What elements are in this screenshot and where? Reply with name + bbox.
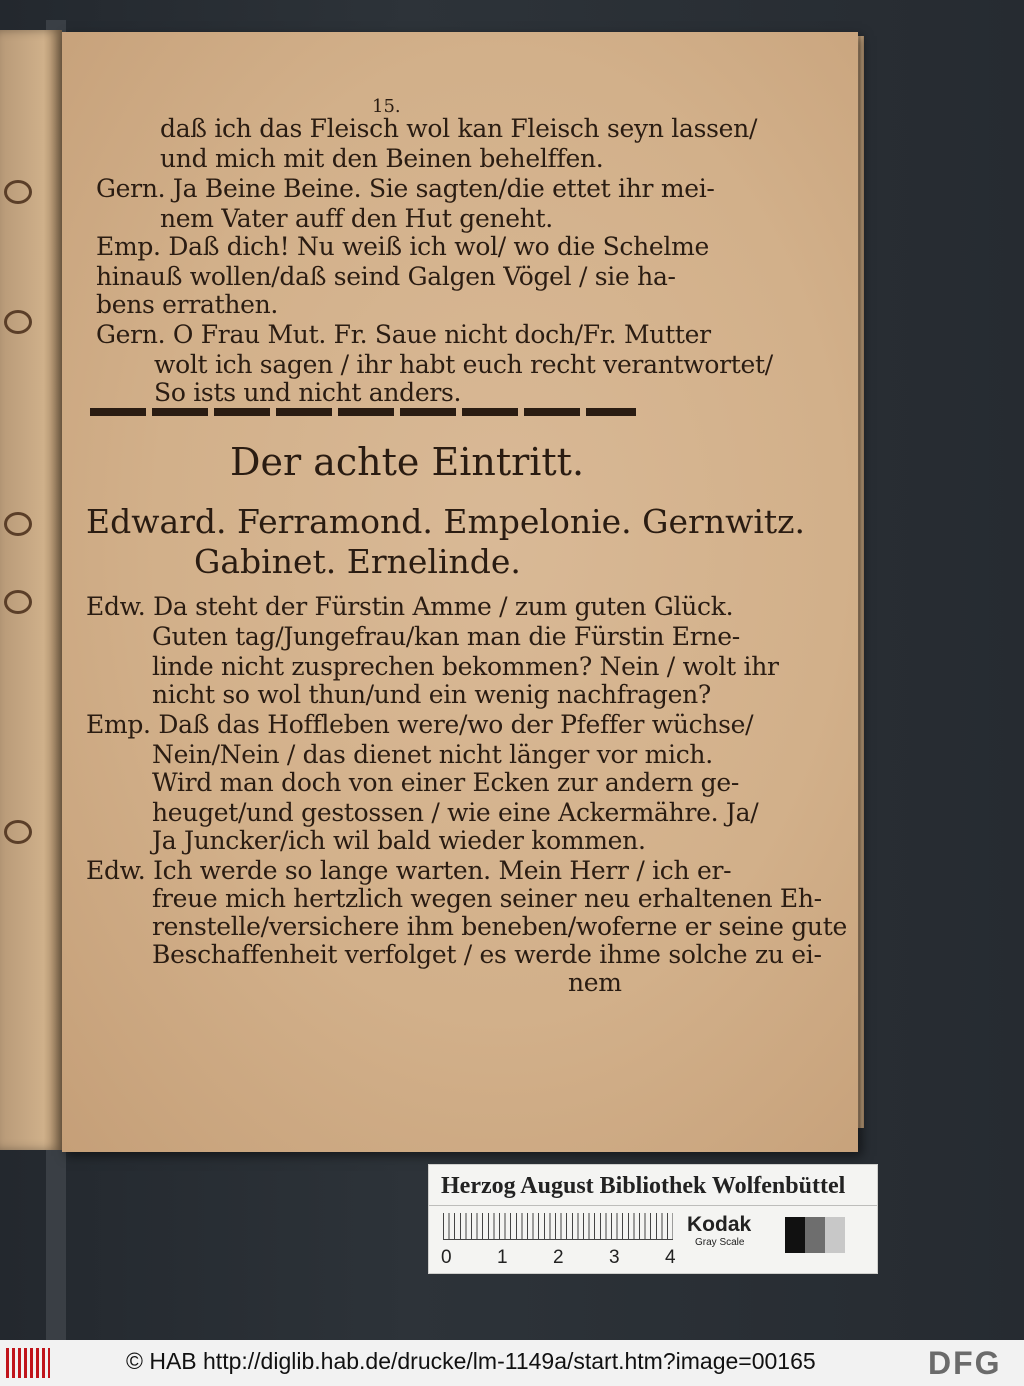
- text-line: wolt ich sagen / ihr habt euch recht verantwortet/: [154, 350, 773, 379]
- text-line: freue mich hertzlich wegen seiner neu erhaltenen Eh-: [152, 884, 822, 913]
- page-number: 15.: [372, 96, 401, 117]
- library-name: Herzog August Bibliothek Wolfenbüttel: [441, 1173, 846, 1199]
- hab-logo-icon: [6, 1348, 50, 1378]
- text-line: Beschaffenheit verfolget / es werde ihme solche zu ei-: [152, 940, 822, 969]
- text-line: Wird man doch von einer Ecken zur andern ge-: [152, 768, 739, 797]
- bleed-through-mark: [4, 820, 32, 844]
- catchword: nem: [568, 968, 622, 997]
- text-line: So ists und nicht anders.: [154, 378, 462, 407]
- text-line: nicht so wol thun/und ein wenig nachfragen?: [152, 680, 712, 709]
- gray-swatch: [825, 1217, 845, 1253]
- section-heading: Der achte Eintritt.: [230, 440, 585, 484]
- text-line: daß ich das Fleisch wol kan Fleisch seyn lassen/: [160, 114, 758, 143]
- ruler-number: 0: [441, 1247, 452, 1268]
- text-line: Guten tag/Jungefrau/kan man die Fürstin Erne-: [152, 622, 740, 651]
- ruler-number: 3: [609, 1247, 620, 1268]
- previous-page-edge: [0, 30, 62, 1150]
- cast-list: Gabinet. Ernelinde.: [194, 542, 521, 581]
- cast-list: Edward. Ferramond. Empelonie. Gernwitz.: [86, 502, 806, 541]
- text-line: Gern. Ja Beine Beine. Sie sagten/die ettet ihr mei-: [96, 174, 715, 203]
- scan-reference-target: [428, 1164, 878, 1274]
- ruler-baseline: [443, 1239, 673, 1240]
- text-line: Edw. Ich werde so lange warten. Mein Herr / ich er-: [86, 856, 732, 885]
- ruler-number: 1: [497, 1247, 508, 1268]
- dfg-logo: DFG: [928, 1345, 1002, 1381]
- section-divider: [90, 408, 636, 416]
- text-line: Edw. Da steht der Fürstin Amme / zum guten Glück.: [86, 592, 734, 621]
- page-text: [62, 32, 858, 1152]
- text-line: Nein/Nein / das dienet nicht länger vor mich.: [152, 740, 713, 769]
- bleed-through-mark: [4, 512, 32, 536]
- text-line: nem Vater auff den Hut geneht.: [160, 204, 553, 233]
- book-page: [62, 32, 858, 1152]
- bleed-through-mark: [4, 590, 32, 614]
- text-line: Emp. Daß das Hoffleben were/wo der Pfeffer wüchse/: [86, 710, 754, 739]
- ruler-numbers: [437, 1247, 687, 1267]
- ruler-number: 2: [553, 1247, 564, 1268]
- text-line: und mich mit den Beinen behelffen.: [160, 144, 604, 173]
- gray-swatch: [805, 1217, 825, 1253]
- scale-ruler: [443, 1213, 673, 1239]
- text-line: Emp. Daß dich! Nu weiß ich wol/ wo die Schelme: [96, 232, 710, 261]
- bleed-through-mark: [4, 180, 32, 204]
- gray-scale-label: Gray Scale: [695, 1237, 745, 1248]
- bleed-through-mark: [4, 310, 32, 334]
- text-line: linde nicht zusprechen bekommen? Nein / wolt ihr: [152, 652, 779, 681]
- divider: [429, 1205, 877, 1206]
- gray-swatch: [785, 1217, 805, 1253]
- footer-bar: [0, 1340, 1024, 1386]
- text-line: Ja Juncker/ich wil bald wieder kommen.: [152, 826, 646, 855]
- copyright-link[interactable]: © HAB http://diglib.hab.de/drucke/lm-1149a/start.htm?image=00165: [126, 1348, 816, 1374]
- text-line: renstelle/versichere ihm beneben/woferne er seine gute: [152, 912, 847, 941]
- text-line: Gern. O Frau Mut. Fr. Saue nicht doch/Fr. Mutter: [96, 320, 711, 349]
- kodak-logo: Kodak: [687, 1213, 752, 1236]
- ruler-number: 4: [665, 1247, 676, 1268]
- text-line: hinauß wollen/daß seind Galgen Vögel / sie ha-: [96, 262, 676, 291]
- text-line: bens errathen.: [96, 290, 279, 319]
- text-line: heuget/und gestossen / wie eine Ackermähre. Ja/: [152, 798, 759, 827]
